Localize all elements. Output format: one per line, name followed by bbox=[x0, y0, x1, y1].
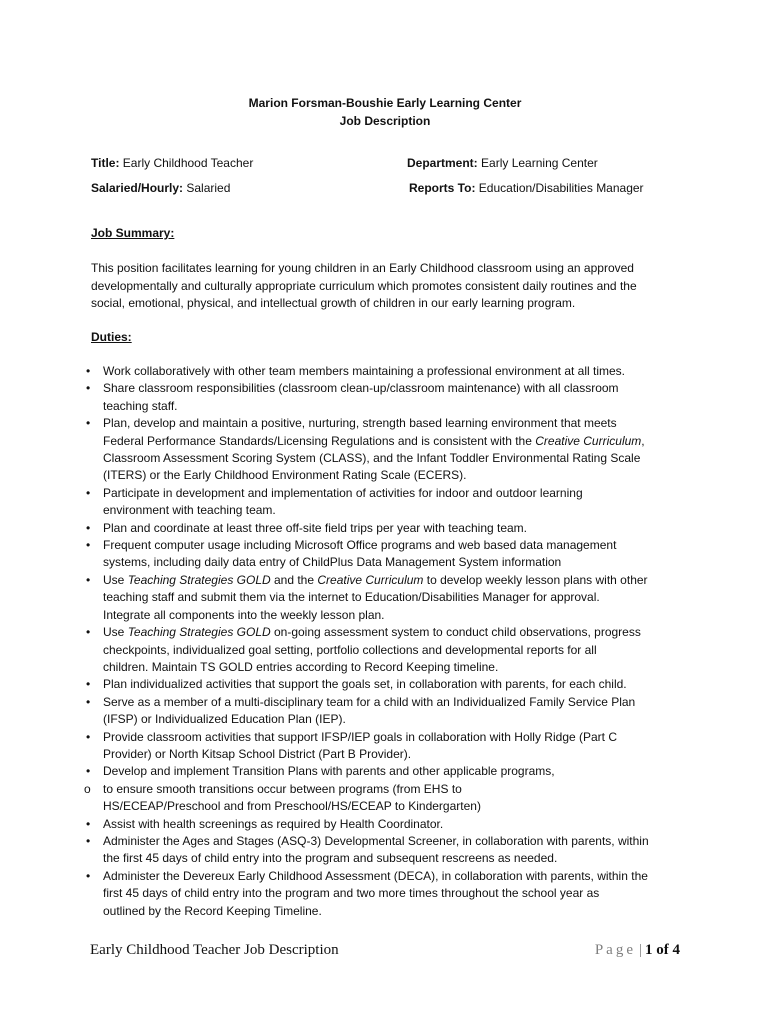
sub-bullet-icon: o bbox=[84, 781, 91, 796]
bullet-icon: • bbox=[86, 520, 91, 535]
duty-line: Share classroom responsibilities (classroom clean-up/classroom maintenance) with all classroom bbox=[103, 381, 619, 396]
duty-line: Administer the Ages and Stages (ASQ-3) Developmental Screener, in collaboration with parents, within bbox=[103, 833, 649, 848]
duty-line: teaching staff and submit them via the internet to Education/Disabilities Manager for approval. bbox=[103, 590, 600, 605]
department-field bbox=[407, 156, 598, 170]
duty-line: Use Teaching Strategies GOLD on-going assessment system to conduct child observations, progress bbox=[103, 625, 641, 640]
job-summary-text bbox=[91, 260, 691, 313]
bullet-icon: • bbox=[86, 816, 91, 831]
bullet-icon: • bbox=[86, 729, 91, 744]
duty-line: checkpoints, individualized goal setting, portfolio collections and developmental reports for all bbox=[103, 642, 597, 657]
bullet-icon: • bbox=[86, 833, 91, 848]
duty-line: outlined by the Record Keeping Timeline. bbox=[103, 903, 322, 918]
duty-item bbox=[0, 363, 693, 380]
duty-line: Provide classroom activities that support IFSP/IEP goals in collaboration with Holly Ridge (Part C bbox=[103, 729, 618, 744]
department-value: Early Learning Center bbox=[481, 156, 598, 170]
duty-item bbox=[0, 676, 693, 693]
footer-page-word: Page bbox=[594, 942, 636, 958]
duty-item bbox=[0, 572, 693, 624]
duty-item bbox=[0, 868, 693, 920]
duty-item bbox=[0, 694, 693, 729]
duty-line: the first 45 days of child entry into the program and subsequent rescreens as needed. bbox=[103, 851, 558, 866]
duty-item bbox=[0, 624, 693, 676]
salaried-label: Salaried/Hourly: bbox=[91, 181, 184, 195]
footer-page-number: 1 of 4 bbox=[645, 942, 680, 958]
duty-line: to ensure smooth transitions occur between programs (from EHS to bbox=[103, 781, 462, 796]
footer-separator: | bbox=[638, 942, 642, 958]
department-label: Department: bbox=[407, 156, 478, 170]
summary-line: This position facilitates learning for young children in an Early Childhood classroom using an approved bbox=[91, 261, 634, 275]
org-title: Marion Forsman-Boushie Early Learning Center bbox=[248, 96, 522, 110]
salaried-field bbox=[91, 181, 230, 195]
bullet-icon: • bbox=[86, 868, 91, 883]
duty-item bbox=[0, 816, 693, 833]
duty-line: Assist with health screenings as required by Health Coordinator. bbox=[103, 816, 444, 831]
bullet-icon: • bbox=[86, 364, 91, 378]
duty-item bbox=[0, 485, 693, 520]
duty-line: (IFSP) or Individualized Education Plan (IEP). bbox=[103, 712, 346, 727]
duty-line: children. Maintain TS GOLD entries according to Record Keeping timeline. bbox=[103, 659, 499, 674]
bullet-icon: • bbox=[86, 485, 91, 500]
duty-line: Participate in development and implementation of activities for indoor and outdoor learning bbox=[103, 485, 583, 500]
duty-item bbox=[0, 520, 693, 537]
title-value: Early Childhood Teacher bbox=[122, 156, 254, 170]
duty-line: Serve as a member of a multi-disciplinary team for a child with an Individualized Family Service Plan bbox=[103, 694, 636, 709]
bullet-icon: • bbox=[86, 625, 91, 640]
duty-line: (ITERS) or the Early Childhood Environment Rating Scale (ECERS). bbox=[103, 468, 467, 483]
duty-item bbox=[0, 763, 693, 780]
job-summary-heading: Job Summary: bbox=[91, 226, 175, 240]
bullet-icon: • bbox=[86, 572, 91, 587]
duty-line: environment with teaching team. bbox=[103, 503, 276, 518]
duty-item bbox=[0, 380, 693, 415]
duty-line: Use Teaching Strategies GOLD and the Creative Curriculum to develop weekly lesson plans with other bbox=[103, 572, 648, 587]
salaried-value: Salaried bbox=[186, 181, 231, 195]
summary-line: developmentally and culturally appropriate curriculum which promotes consistent daily routines and the bbox=[91, 278, 637, 293]
duties-heading: Duties: bbox=[91, 330, 132, 344]
summary-line: social, emotional, physical, and intellectual growth of children in our early learning program. bbox=[91, 296, 576, 310]
duty-item bbox=[0, 729, 693, 764]
duty-line: Provider) or North Kitsap School District (Part B Provider). bbox=[103, 746, 412, 761]
bullet-icon: • bbox=[86, 538, 91, 553]
duty-line: Plan and coordinate at least three off-site field trips per year with teaching team. bbox=[103, 520, 528, 535]
duty-line: Plan individualized activities that support the goals set, in collaboration with parents, for each child. bbox=[103, 677, 627, 692]
doc-type-title: Job Description bbox=[339, 114, 431, 128]
reports-value: Education/Disabilities Manager bbox=[478, 181, 644, 195]
duty-line: Develop and implement Transition Plans with parents and other applicable programs, bbox=[103, 764, 555, 779]
duty-line: Classroom Assessment Scoring System (CLASS), and the Infant Toddler Environmental Rating Scale bbox=[103, 451, 641, 466]
duty-line: first 45 days of child entry into the program and two more times throughout the school year as bbox=[103, 886, 600, 901]
title-field bbox=[91, 156, 253, 170]
bullet-icon: • bbox=[86, 694, 91, 709]
bullet-icon: • bbox=[86, 381, 91, 396]
duty-line: Frequent computer usage including Microsoft Office programs and web based data management bbox=[103, 538, 617, 553]
reports-label: Reports To: bbox=[409, 181, 476, 195]
duty-line: Administer the Devereux Early Childhood Assessment (DECA), in collaboration with parents, within the bbox=[103, 868, 648, 883]
duty-line: Work collaboratively with other team members maintaining a professional environment at all times. bbox=[103, 364, 626, 378]
duty-item bbox=[0, 781, 693, 816]
duty-line: systems, including daily data entry of ChildPlus Data Management System information bbox=[103, 555, 562, 570]
bullet-icon: • bbox=[86, 416, 91, 431]
duty-line: Plan, develop and maintain a positive, nurturing, strength based learning environment that meets bbox=[103, 416, 617, 431]
duty-item bbox=[0, 537, 693, 572]
bullet-icon: • bbox=[86, 677, 91, 692]
duty-line: Federal Performance Standards/Licensing Regulations and is consistent with the Creative Curriculum, bbox=[103, 433, 645, 448]
duty-line: Integrate all components into the weekly lesson plan. bbox=[103, 607, 385, 622]
title-label: Title: bbox=[91, 156, 120, 170]
duty-item bbox=[0, 415, 693, 485]
reports-field bbox=[409, 181, 644, 195]
duties-list bbox=[0, 363, 770, 920]
footer-page-indicator bbox=[595, 942, 680, 959]
duty-line: teaching staff. bbox=[103, 398, 178, 413]
bullet-icon: • bbox=[86, 764, 91, 779]
duty-line: HS/ECEAP/Preschool and from Preschool/HS/ECEAP to Kindergarten) bbox=[103, 799, 481, 814]
duty-item bbox=[0, 833, 693, 868]
footer-doc-title: Early Childhood Teacher Job Description bbox=[90, 942, 339, 958]
